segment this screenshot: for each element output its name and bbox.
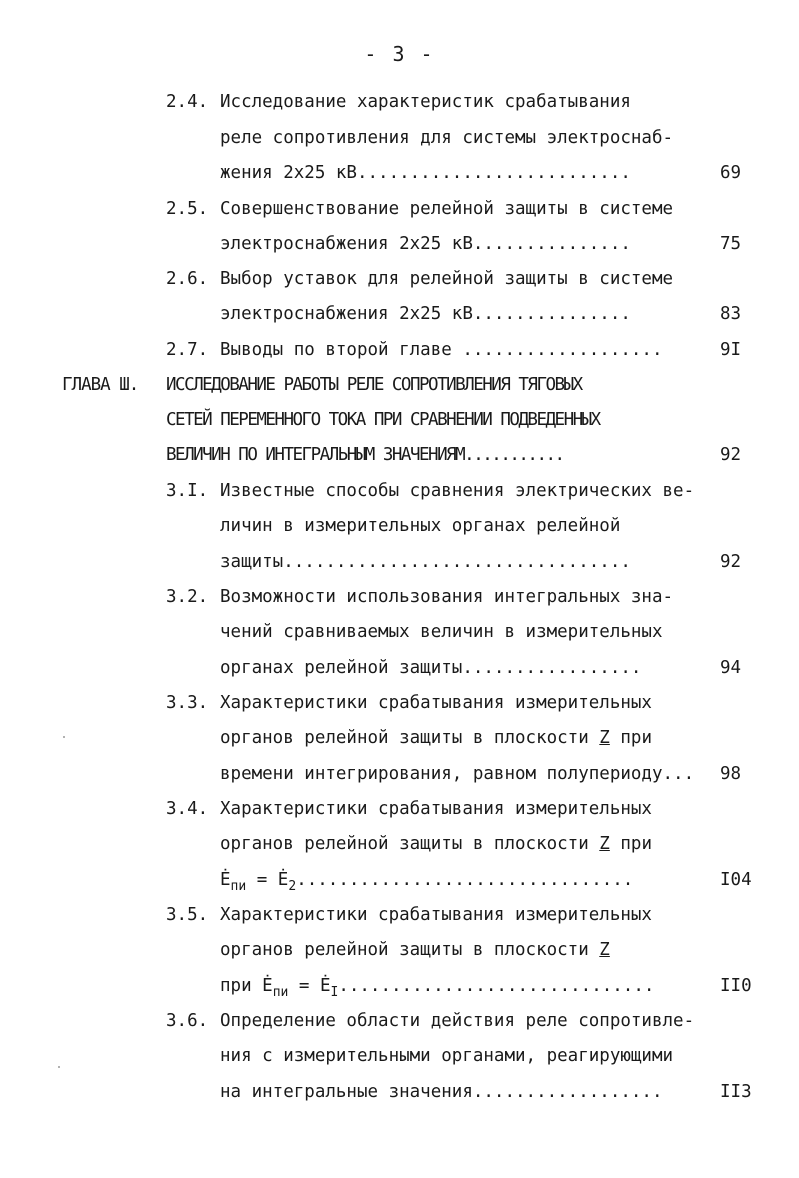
page-number: - 3 -: [364, 42, 435, 66]
formula-text: = Ė: [288, 976, 331, 996]
formula-subscript: пи: [272, 985, 289, 1000]
entry-number: 3.3.: [166, 693, 209, 713]
entry-page: 69: [720, 163, 742, 183]
entry-page: II3: [720, 1082, 752, 1102]
impedance-symbol: Z: [599, 728, 610, 748]
entry-page: I04: [720, 870, 752, 890]
entry-number: 3.I.: [166, 481, 209, 501]
entry-title-line: личин в измерительных органах релейной: [220, 516, 621, 536]
entry-title-line: на интегральные значения..................: [220, 1082, 663, 1102]
entry-page: 94: [720, 658, 742, 678]
scan-speck: [63, 736, 65, 738]
chapter-title-line: ВЕЛИЧИН ПО ИНТЕГРАЛЬНЫМ ЗНАЧЕНИЯМ...........: [166, 445, 564, 465]
leader-dots: ..............................: [338, 976, 655, 996]
formula-text: Ė: [220, 870, 231, 890]
entry-number: 2.6.: [166, 269, 209, 289]
entry-formula-line: [220, 976, 655, 1000]
entry-title-line: электроснабжения 2х25 кВ...............: [220, 234, 631, 254]
formula-text: при Ė: [220, 976, 273, 996]
entry-number: 3.6.: [166, 1011, 209, 1031]
formula-subscript: 2: [288, 879, 297, 894]
entry-title-line: [220, 728, 652, 748]
chapter-title-line: ИССЛЕДОВАНИЕ РАБОТЫ РЕЛЕ СОПРОТИВЛЕНИЯ ТЯГОВЫХ: [166, 375, 582, 395]
chapter-title-line: СЕТЕЙ ПЕРЕМЕННОГО ТОКА ПРИ СРАВНЕНИИ ПОДВЕДЕННЫХ: [166, 410, 600, 430]
title-text: при: [609, 834, 652, 854]
entry-title-line: жения 2х25 кВ..........................: [220, 163, 631, 183]
entry-title-line: чений сравниваемых величин в измерительных: [220, 622, 663, 642]
entry-page: 92: [720, 552, 742, 572]
entry-title-line: времени интегрирования, равном полупериоду...: [220, 764, 695, 784]
entry-title-line: Совершенствование релейной защиты в системе: [220, 199, 674, 219]
leader-dots: ................................: [296, 870, 634, 890]
entry-page: II0: [720, 976, 752, 996]
entry-number: 2.4.: [166, 92, 209, 112]
entry-number: 2.7.: [166, 340, 209, 360]
entry-title-line: Исследование характеристик срабатывания: [220, 92, 631, 112]
chapter-label: ГЛАВА Ш.: [62, 375, 139, 395]
entry-page: 9I: [720, 340, 742, 360]
entry-page: 92: [720, 445, 742, 465]
entry-title-line: Выводы по второй главе ...................: [220, 340, 663, 360]
entry-title-line: ния с измерительными органами, реагирующими: [220, 1046, 674, 1066]
entry-title-line: органах релейной защиты.................: [220, 658, 642, 678]
entry-title-line: электроснабжения 2х25 кВ...............: [220, 304, 631, 324]
formula-subscript: I: [330, 985, 339, 1000]
entry-title-line: [220, 834, 652, 854]
entry-page: 83: [720, 304, 742, 324]
title-text: органов релейной защиты в плоскости: [220, 940, 600, 960]
entry-title-line: [220, 940, 610, 960]
impedance-symbol: Z: [599, 940, 610, 960]
entry-number: 3.4.: [166, 799, 209, 819]
entry-number: 3.5.: [166, 905, 209, 925]
entry-title-line: Определение области действия реле сопротивле-: [220, 1011, 695, 1031]
entry-title-line: Известные способы сравнения электрических ве-: [220, 481, 695, 501]
entry-number: 3.2.: [166, 587, 209, 607]
entry-number: 2.5.: [166, 199, 209, 219]
impedance-symbol: Z: [599, 834, 610, 854]
entry-title-line: Возможности использования интегральных зна-: [220, 587, 674, 607]
entry-title-line: Характеристики срабатывания измерительных: [220, 905, 652, 925]
entry-formula-line: [220, 870, 634, 894]
entry-title-line: Выбор уставок для релейной защиты в системе: [220, 269, 674, 289]
title-text: органов релейной защиты в плоскости: [220, 728, 600, 748]
formula-text: = Ė: [246, 870, 289, 890]
entry-page: 75: [720, 234, 742, 254]
entry-title-line: Характеристики срабатывания измерительных: [220, 693, 652, 713]
entry-title-line: защиты.................................: [220, 552, 631, 572]
scan-speck: [58, 1066, 60, 1068]
entry-title-line: Характеристики срабатывания измерительных: [220, 799, 652, 819]
formula-subscript: пи: [230, 879, 247, 894]
entry-page: 98: [720, 764, 742, 784]
entry-title-line: реле сопротивления для системы электроснаб-: [220, 128, 674, 148]
title-text: органов релейной защиты в плоскости: [220, 834, 600, 854]
title-text: при: [609, 728, 652, 748]
